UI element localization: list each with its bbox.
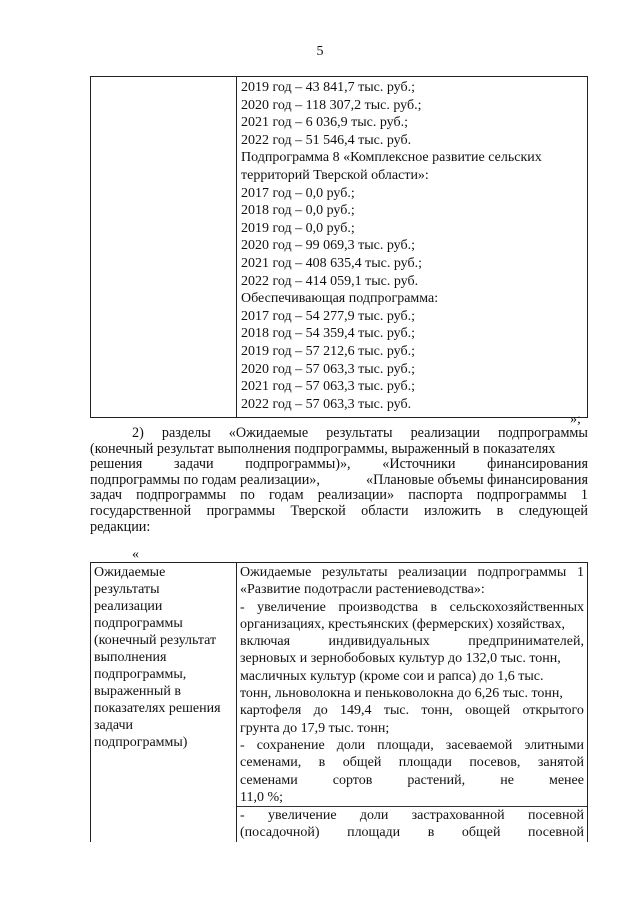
paragraph-line: (конечный результат выполнения подпрограммы, выраженный в показателях: [90, 440, 556, 457]
label-line: подпрограммы): [94, 735, 188, 750]
label-line: выраженный в: [94, 684, 181, 699]
funding-line: 2019 год – 43 841,7 тыс. руб.;: [241, 80, 415, 95]
funding-line: 2021 год – 57 063,3 тыс. руб.;: [241, 379, 415, 395]
funding-line: 2018 год – 54 359,4 тыс. руб.;: [241, 326, 415, 342]
content-line: Ожидаемые результаты реализации подпрограммы 1: [240, 565, 584, 580]
content-line: (посадочной) площади в общей посевной: [240, 825, 584, 841]
content-line: семенами, в общей площади посевов, занятой: [240, 755, 584, 771]
content-line: масличных культур (кроме сои и рапса) до 1,6 тыс.: [240, 668, 544, 684]
funding-table-empty-cell: [91, 77, 237, 418]
paragraph-line: задач подпрограммы по годам реализации» паспорта подпрограммы 1: [90, 487, 588, 504]
funding-line: 2021 год – 6 036,9 тыс. руб.;: [241, 115, 408, 131]
label-line: подпрограммы,: [94, 667, 187, 682]
funding-line: 2020 год – 118 307,2 тыс. руб.;: [241, 97, 422, 113]
funding-table-values-cell: [237, 77, 588, 418]
funding-line: 2022 год – 414 059,1 тыс. руб.: [241, 273, 419, 289]
closing-quote: »;: [570, 412, 581, 427]
label-line: реализации: [94, 599, 163, 614]
funding-line: 2017 год – 54 277,9 тыс. руб.;: [241, 308, 415, 324]
opening-quote: «: [132, 547, 139, 562]
funding-line: 2019 год – 57 212,6 тыс. руб.;: [241, 343, 415, 359]
label-line: выполнения: [94, 650, 167, 665]
content-line: картофеля до 149,4 тыс. тонн, овощей открытого: [240, 703, 584, 719]
content-line: - увеличение доли застрахованной посевной: [240, 808, 584, 824]
funding-line: 2020 год – 57 063,3 тыс. руб.;: [241, 361, 415, 377]
expected-results-content-cell: [237, 563, 588, 842]
label-line: показателях решения: [94, 701, 221, 716]
content-line: зерновых и зернобобовых культур до 132,0 тыс. тонн,: [240, 651, 561, 667]
paragraph-line: редакции:: [90, 518, 151, 535]
funding-line: 2022 год – 51 546,4 тыс. руб.: [241, 132, 412, 148]
paragraph-line: государственной программы Тверской области изложить в следующей: [90, 502, 588, 519]
subprogram-8-title-cont: территорий Тверской области»:: [241, 167, 429, 183]
funding-line: 2020 год – 99 069,3 тыс. руб.;: [241, 238, 415, 254]
expected-results-label-cell: [91, 563, 237, 842]
content-line: организациях, крестьянских (фермерских) хозяйствах,: [240, 616, 566, 632]
subprogram-8-title: Подпрограмма 8 «Комплексное развитие сельских: [241, 150, 542, 166]
content-line: включая индивидуальных предпринимателей,: [240, 634, 584, 650]
funding-line: 2017 год – 0,0 руб.;: [241, 185, 355, 201]
content-line: 11,0 %;: [240, 789, 284, 805]
label-line: задачи: [94, 718, 134, 733]
amendment-paragraph: [90, 426, 588, 535]
content-line: - увеличение производства в сельскохозяйственных: [240, 599, 584, 615]
paragraph-line: решения задачи подпрограммы)», «Источники финансирования: [90, 456, 588, 473]
funding-line: 2019 год – 0,0 руб.;: [241, 220, 355, 236]
funding-table-continued: [90, 76, 588, 418]
paragraph-line: подпрограммы по годам реализации», «Плановые объемы финансирования: [90, 471, 588, 488]
content-line: тонн, льноволокна и пеньковолокна до 6,26 тыс. тонн,: [240, 686, 563, 702]
paragraph-line: 2) разделы «Ожидаемые результаты реализации подпрограммы: [132, 425, 588, 441]
expected-results-table: [90, 562, 588, 842]
funding-line: 2018 год – 0,0 руб.;: [241, 203, 355, 219]
label-line: результаты: [94, 582, 160, 597]
content-line: семенами сортов растений, не менее: [240, 772, 584, 788]
label-line: (конечный результат: [94, 633, 217, 648]
funding-line: 2022 год – 57 063,3 тыс. руб.: [241, 396, 412, 412]
funding-line: 2021 год – 408 635,4 тыс. руб.;: [241, 255, 422, 271]
content-line: - сохранение доли площади, засеваемой элитными: [240, 737, 584, 753]
label-line: Ожидаемые: [94, 565, 166, 580]
content-line: грунта до 17,9 тыс. тонн;: [240, 720, 390, 736]
label-line: подпрограммы: [94, 616, 183, 631]
content-line: «Развитие подотрасли растениеводства»:: [240, 582, 485, 598]
support-subprogram-title: Обеспечивающая подпрограмма:: [241, 291, 439, 307]
page-number: 5: [316, 44, 324, 59]
